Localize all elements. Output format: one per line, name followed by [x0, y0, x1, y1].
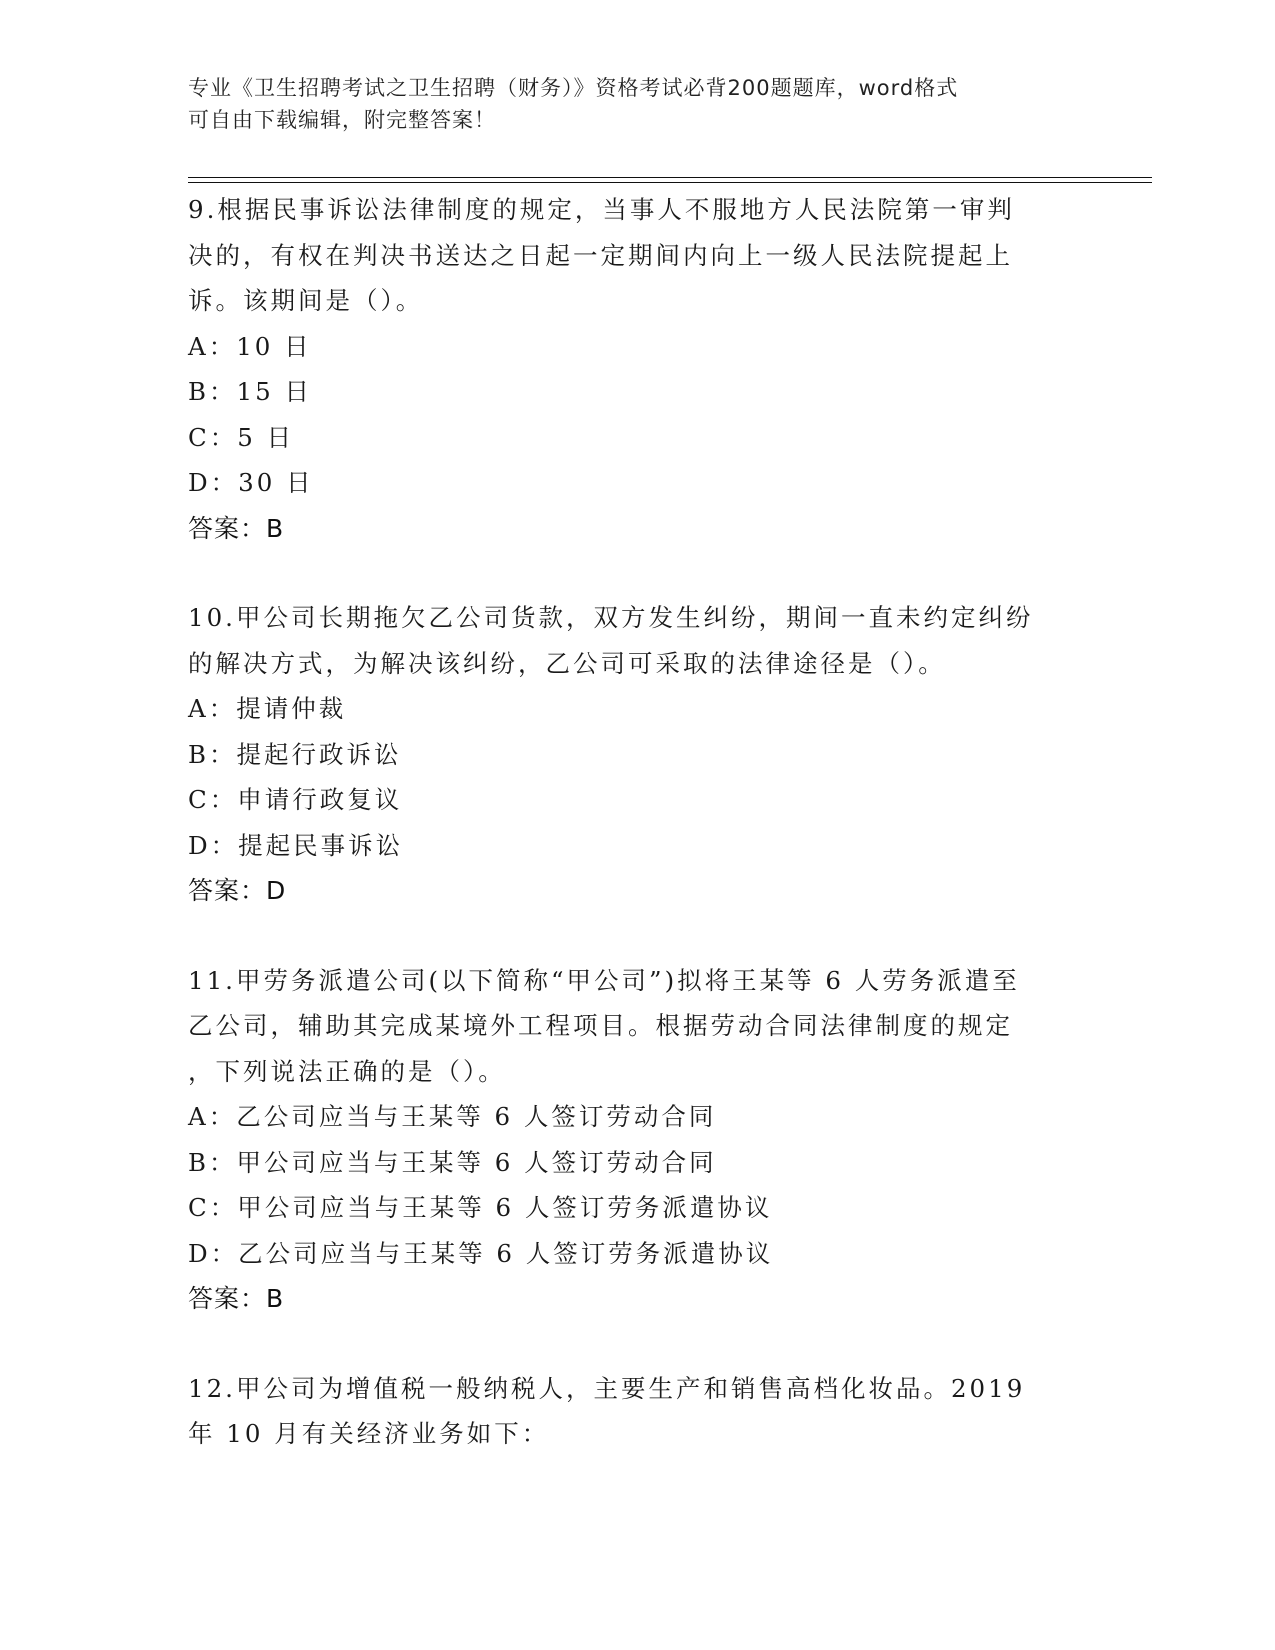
question-11 [188, 958, 1088, 1322]
header-divider-bottom [188, 182, 1152, 183]
option-d: D：提起民事诉讼 [188, 830, 404, 860]
question-stem-line: 10.甲公司长期拖欠乙公司货款，双方发生纠纷，期间一直未约定纠纷 [188, 603, 1034, 632]
option-a: A：提请仲裁 [188, 694, 347, 723]
question-stem-line: 9.根据民事诉讼法律制度的规定，当事人不服地方人民法院第一审判 [188, 195, 1015, 224]
option-c: C：甲公司应当与王某等 6 人签订劳务派遣协议 [188, 1193, 773, 1222]
question-stem-line: 12.甲公司为增值税一般纳税人，主要生产和销售高档化妆品。2019 [188, 1373, 1026, 1403]
option-c: C：5 日 [188, 422, 295, 452]
header-title-line-2: 可自由下载编辑，附完整答案！ [188, 108, 496, 132]
document-header [188, 72, 1088, 136]
option-d: D：乙公司应当与王某等 6 人签订劳务派遣协议 [188, 1238, 774, 1268]
question-stem-line: 的解决方式，为解决该纠纷，乙公司可采取的法律途径是（）。 [188, 648, 946, 678]
question-stem-line: 年 10 月有关经济业务如下： [188, 1419, 550, 1448]
question-stem-line: ，下列说法正确的是（）。 [188, 1056, 506, 1086]
option-b: B：15 日 [188, 377, 312, 406]
question-9 [188, 187, 1088, 551]
option-c: C：申请行政复议 [188, 785, 403, 814]
question-list [188, 187, 1088, 1501]
option-b: B：提起行政诉讼 [188, 739, 402, 769]
answer-line: 答案：D [188, 876, 287, 905]
question-stem-line: 11.甲劳务派遣公司(以下简称“甲公司”)拟将王某等 6 人劳务派遣至 [188, 965, 1020, 995]
option-b: B：甲公司应当与王某等 6 人签订劳动合同 [188, 1147, 717, 1177]
option-a: A：乙公司应当与王某等 6 人签订劳动合同 [188, 1102, 717, 1131]
question-12 [188, 1366, 1088, 1457]
answer-line: 答案：B [188, 1284, 285, 1313]
question-10 [188, 595, 1088, 914]
option-d: D：30 日 [188, 468, 314, 497]
question-stem-line: 乙公司，辅助其完成某境外工程项目。根据劳动合同法律制度的规定 [188, 1011, 1013, 1040]
header-title-line-1: 专业《卫生招聘考试之卫生招聘（财务）》资格考试必背200题题库，word格式 [188, 76, 959, 100]
option-a: A：10 日 [188, 331, 312, 361]
question-stem-line: 决的，有权在判决书送达之日起一定期间内向上一级人民法院提起上 [188, 240, 1013, 270]
question-stem-line: 诉。该期间是（）。 [188, 286, 424, 315]
answer-line: 答案：B [188, 513, 285, 543]
header-divider-top [188, 177, 1152, 178]
